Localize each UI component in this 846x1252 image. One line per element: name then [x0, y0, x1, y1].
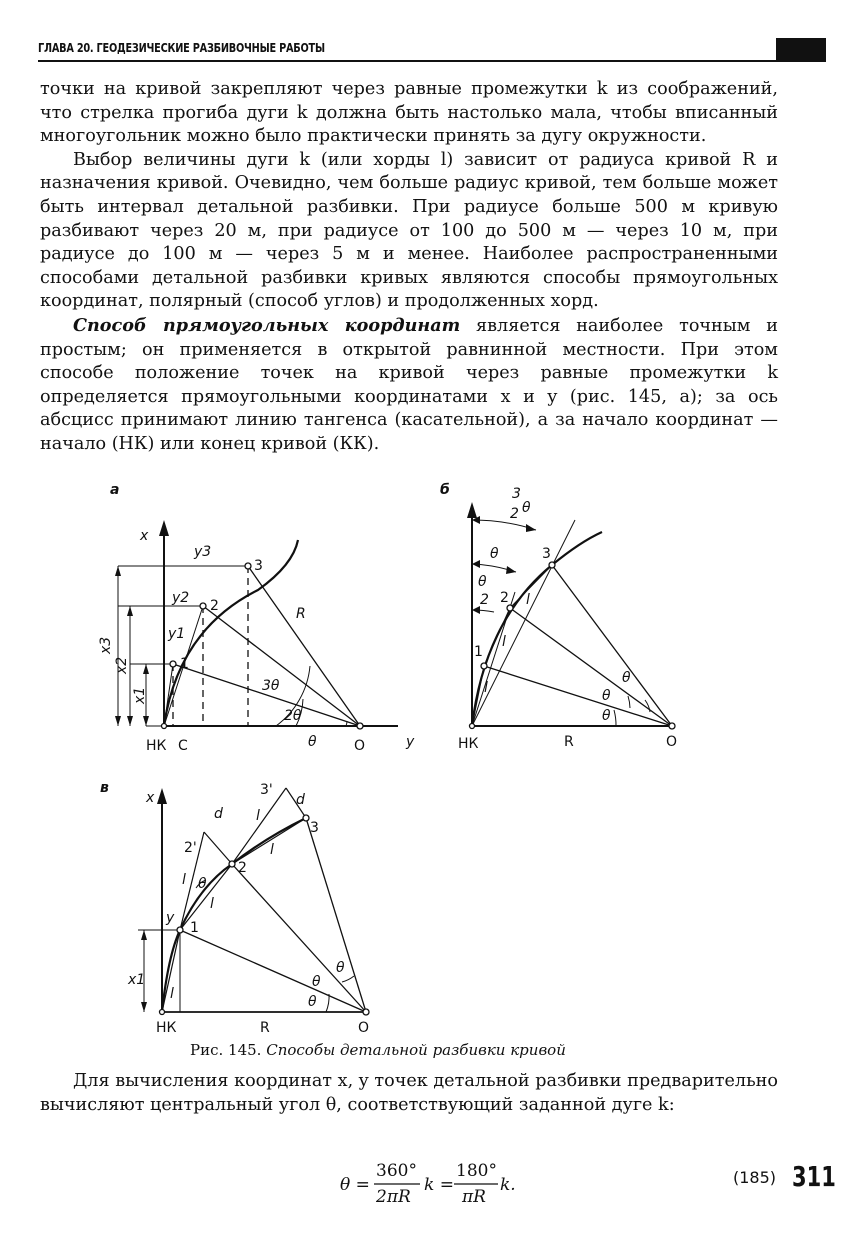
paragraph-3-lead: Способ прямоугольных координат [73, 314, 461, 336]
header-rule [38, 60, 776, 62]
svg-text:НК: НК [146, 738, 167, 754]
svg-text:θ: θ [308, 994, 317, 1010]
svg-text:l: l [170, 986, 174, 1002]
svg-text:d: d [214, 806, 223, 822]
svg-text:θ: θ [602, 688, 611, 704]
svg-text:θ: θ [198, 876, 207, 892]
svg-text:x3: x3 [98, 636, 114, 654]
svg-text:О: О [354, 738, 366, 754]
chapter-title: ГЛАВА 20. ГЕОДЕЗИЧЕСКИЕ РАЗБИВОЧНЫЕ РАБОТЫ [38, 40, 325, 55]
svg-text:1: 1 [190, 920, 199, 936]
svg-text:R: R [296, 606, 306, 622]
svg-text:С: С [178, 738, 188, 754]
svg-text:y3: y3 [194, 544, 212, 560]
svg-text:l: l [210, 896, 214, 912]
paragraph-1: точки на кривой закрепляют через равные промежутки k из соображений, что стрелка прогиба дуги k должна быть настолько мала, чтобы вписанный многоугольник можно было практически принять за дугу окружности. [40, 79, 778, 147]
panel-a-letter: а [110, 482, 120, 498]
svg-text:2: 2 [500, 590, 509, 606]
svg-text:d: d [296, 792, 305, 808]
svg-text:2πR: 2πR [376, 1187, 411, 1207]
paragraph-2: Выбор величины дуги k (или хорды l) зависит от радиуса кривой R и назначения кривой. Очевидно, чем больше радиус кривой, тем больше может быть интервал детальной разбивки. При радиусе больше 500 м кривую разбивают через 20 м, при радиусе от 100 до 500 м — через 10 м, при радиусе до 100 м — через 5 м и менее. Наиболее распространенными способами детальной разбивки кривых являются способы прямоугольных координат, полярный (способ углов) и продолженных хорд. [40, 149, 778, 312]
svg-text:x: x [140, 528, 149, 544]
paragraph-3-rest: является наиболее точным и простым; он применяется в открытой равнинной местности. При этом способе положение точек на кривой через равные промежутки k определяется прямоугольными координатами x и y (рис. 145, а); за ось абсцисс принимают линию тангенса (касательной), а за начало координат — начало (НК) или конец кривой (КК). [40, 315, 778, 454]
svg-text:y1: y1 [168, 626, 186, 642]
svg-text:1: 1 [474, 644, 483, 660]
svg-text:3: 3 [254, 558, 263, 574]
svg-text:l: l [256, 808, 260, 824]
svg-text:y: y [166, 910, 175, 926]
svg-text:θ: θ [478, 574, 487, 590]
figure-panel-a [88, 480, 428, 770]
svg-text:R: R [260, 1020, 270, 1036]
header-block [776, 38, 826, 62]
caption-number: Рис. 145. [190, 1041, 262, 1059]
page-number: 311 [792, 1160, 836, 1193]
svg-text:R: R [564, 734, 574, 750]
svg-text:2: 2 [510, 506, 519, 522]
svg-text:l: l [526, 592, 530, 608]
svg-text:θ: θ [490, 546, 499, 562]
svg-text:1: 1 [180, 656, 189, 672]
svg-text:θ: θ [308, 734, 317, 750]
svg-text:θ: θ [336, 960, 345, 976]
svg-text:θ: θ [602, 708, 611, 724]
svg-text:2: 2 [238, 860, 247, 876]
svg-text:2: 2 [480, 592, 489, 608]
panel-v-letter: в [100, 780, 109, 796]
svg-text:l: l [484, 680, 488, 696]
svg-text:x2: x2 [114, 656, 130, 674]
figure-panel-v [100, 776, 400, 1038]
svg-text:3: 3 [512, 486, 521, 502]
svg-text:3': 3' [260, 782, 273, 798]
svg-text:О: О [358, 1020, 370, 1036]
svg-text:360°: 360° [376, 1161, 417, 1181]
svg-text:3θ: 3θ [262, 678, 280, 694]
svg-text:θ =: θ = [340, 1175, 370, 1195]
svg-text:k =: k = [424, 1175, 454, 1195]
equation-number: (185) [733, 1168, 777, 1187]
svg-text:θ: θ [522, 500, 531, 516]
svg-text:НК: НК [458, 736, 479, 752]
formula-185 [340, 1158, 540, 1210]
panel-b-letter: б [440, 482, 450, 498]
svg-text:x1: x1 [132, 686, 148, 704]
svg-text:2': 2' [184, 840, 197, 856]
paragraph-3 [40, 314, 778, 457]
svg-text:3: 3 [542, 546, 551, 562]
svg-text:y2: y2 [172, 590, 190, 606]
body-text-bottom [40, 1070, 778, 1117]
svg-text:О: О [666, 734, 678, 750]
svg-text:180°: 180° [456, 1161, 497, 1181]
svg-text:k.: k. [500, 1175, 516, 1195]
svg-text:НК: НК [156, 1020, 177, 1036]
svg-text:x1: x1 [128, 972, 146, 988]
svg-text:3: 3 [310, 820, 319, 836]
paragraph-4: Для вычисления координат x, y точек детальной разбивки предварительно вычисляют центральный угол θ, соответствующий заданной дуге k: [40, 1071, 778, 1115]
svg-text:θ: θ [622, 670, 631, 686]
svg-text:2θ: 2θ [284, 708, 302, 724]
svg-text:l: l [270, 842, 274, 858]
svg-text:l: l [182, 872, 186, 888]
svg-text:θ: θ [312, 974, 321, 990]
running-header [38, 38, 826, 64]
svg-text:πR: πR [462, 1187, 486, 1207]
figure-panel-b [440, 480, 700, 770]
svg-text:l: l [502, 634, 506, 650]
svg-text:y: y [406, 734, 415, 750]
caption-text: Способы детальной разбивки кривой [266, 1041, 566, 1059]
svg-text:2: 2 [210, 598, 219, 614]
svg-text:x: x [146, 790, 155, 806]
figure-caption [190, 1041, 566, 1059]
body-text-top [40, 78, 778, 457]
